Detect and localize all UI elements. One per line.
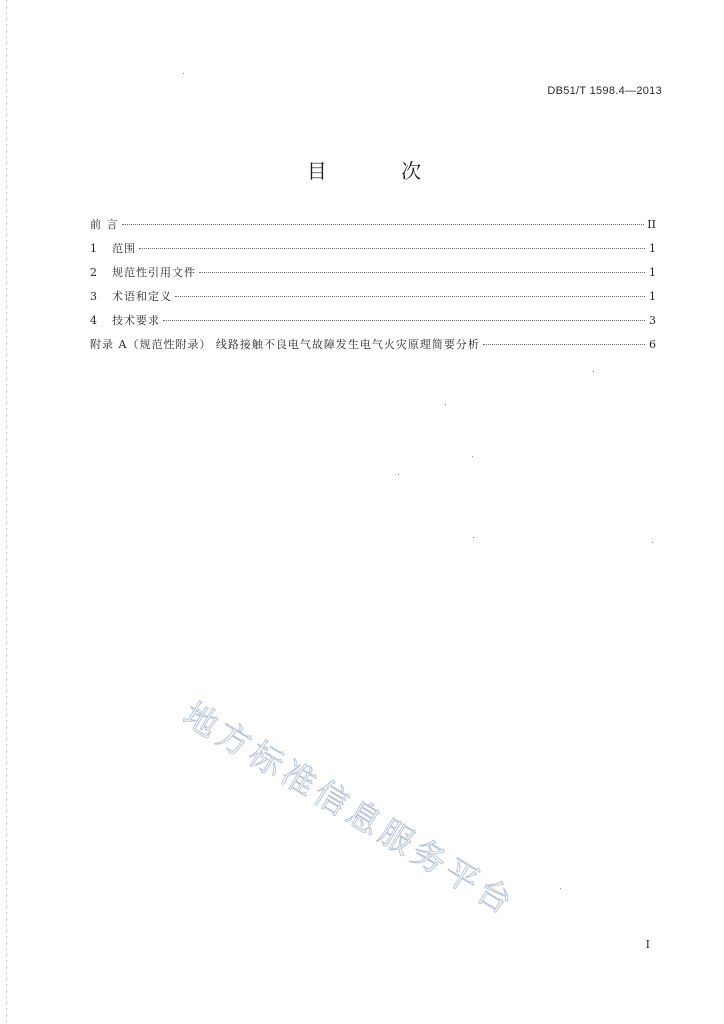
- toc-entry-page: 3: [649, 314, 656, 327]
- scan-speck: [183, 73, 184, 74]
- toc-entry-label: 范围: [112, 242, 136, 255]
- scan-speck: [473, 537, 474, 538]
- scan-speck: [652, 542, 653, 543]
- scan-speck: [560, 888, 561, 889]
- toc-entry-page: 1: [649, 290, 656, 303]
- toc-entry-label: 前 言: [90, 218, 119, 231]
- scan-speck: [472, 456, 473, 457]
- toc-entry-number: 1: [90, 242, 97, 255]
- table-of-contents: [90, 216, 656, 360]
- watermark-text: 地方标准信息服务平台: [176, 694, 523, 924]
- dot-leader: [163, 320, 645, 321]
- scan-edge: [6, 0, 7, 1024]
- toc-entry-page: 1: [649, 242, 656, 255]
- toc-entry-foreword[interactable]: [90, 216, 656, 240]
- scan-speck: [398, 474, 399, 475]
- toc-entry-page: 1: [649, 266, 656, 279]
- dot-leader: [483, 344, 645, 345]
- dot-leader: [175, 296, 645, 297]
- toc-entry-normative-references[interactable]: [90, 264, 656, 288]
- toc-title: 目 次: [306, 159, 456, 183]
- toc-entry-number: 3: [90, 290, 97, 303]
- toc-entry-number: 4: [90, 314, 97, 327]
- scan-speck: [593, 371, 594, 372]
- toc-entry-label: 技术要求: [112, 314, 160, 327]
- toc-entry-label: 规范性引用文件: [112, 266, 196, 279]
- scan-speck: [445, 404, 446, 405]
- toc-entry-number: 2: [90, 266, 97, 279]
- toc-entry-page: 6: [649, 338, 656, 351]
- toc-entry-page: II: [647, 218, 656, 231]
- toc-entry-label: 术语和定义: [112, 290, 172, 303]
- dot-leader: [199, 272, 645, 273]
- toc-entry-scope[interactable]: [90, 240, 656, 264]
- document-code: DB51/T 1598.4—2013: [547, 85, 662, 97]
- dot-leader: [139, 248, 645, 249]
- page-number: I: [645, 938, 650, 951]
- dot-leader: [122, 224, 645, 225]
- toc-entry-appendix-a[interactable]: [90, 336, 656, 360]
- toc-entry-label: 附录 A（规范性附录） 线路接触不良电气故障发生电气火灾原理简要分析: [90, 338, 480, 351]
- toc-entry-terms-definitions[interactable]: [90, 288, 656, 312]
- toc-entry-technical-requirements[interactable]: [90, 312, 656, 336]
